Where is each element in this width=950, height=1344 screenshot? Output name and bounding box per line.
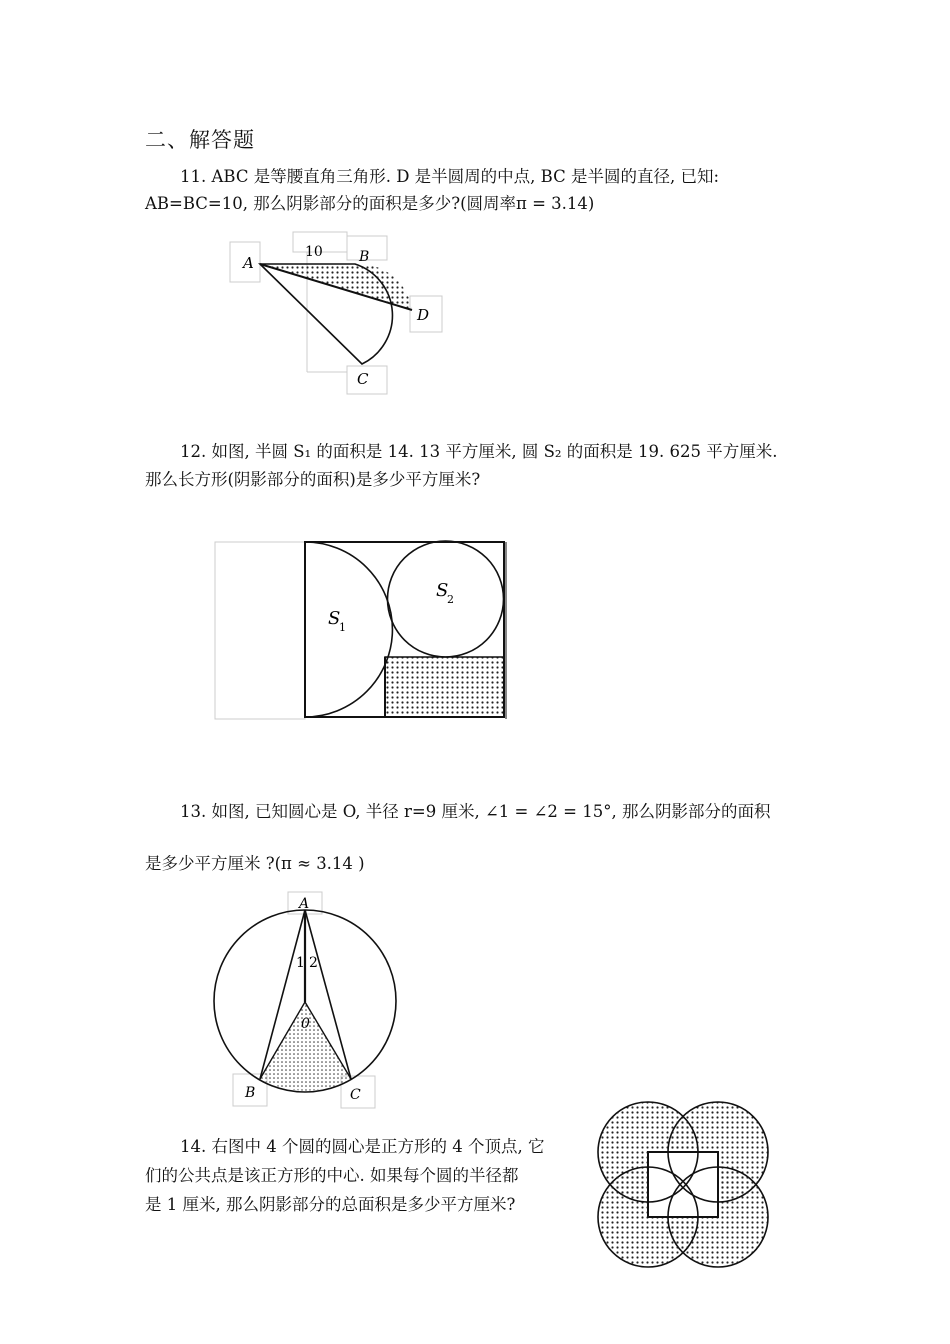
q14-text-line3: 是 1 厘米, 那么阴影部分的总面积是多少平方厘米? [145, 1195, 516, 1214]
q13-label-c: C [350, 1087, 361, 1103]
q12-label-s2: S [436, 580, 449, 601]
q13-text-line2: 是多少平方厘米 ?(π ≈ 3.14 ) [145, 854, 365, 873]
q11-label-d: D [417, 306, 430, 324]
q11-label-a: A [243, 254, 254, 272]
q13-label-2: 2 [309, 955, 318, 971]
q12-semicircle-s1 [305, 542, 392, 717]
q14-text-line1: 14. 右图中 4 个圆的圆心是正方形的 4 个顶点, 它 [180, 1137, 545, 1156]
section-title: 二、解答题 [145, 128, 255, 152]
q12-text-line1: 12. 如图, 半圆 S₁ 的面积是 14. 13 平方厘米, 圆 S₂ 的面积是 19. 625 平方厘米. [180, 442, 778, 461]
q12-label-s1-sub: 1 [339, 621, 346, 634]
q11-figure [230, 232, 442, 394]
q13-label-o: 0 [301, 1016, 310, 1032]
q13-label-b: B [245, 1085, 256, 1101]
q12-shaded-rectangle [385, 657, 504, 717]
q13-label-1: 1 [296, 955, 305, 971]
q12-figure [215, 541, 506, 719]
q12-label-s2-sub: 2 [447, 593, 454, 606]
q13-text-line1: 13. 如图, 已知圆心是 O, 半径 r=9 厘米, ∠1 = ∠2 = 15°, 那么阴影部分的面积 [180, 802, 771, 821]
q12-text-line2: 那么长方形(阴影部分的面积)是多少平方厘米? [145, 470, 481, 489]
q12-blank-box [215, 542, 305, 719]
q11-text-line1: 11. ABC 是等腰直角三角形. D 是半圆周的中点, BC 是半圆的直径, 已知: [180, 167, 720, 186]
q14-figure [598, 1102, 768, 1267]
q13-figure [214, 892, 396, 1108]
q11-label-c: C [357, 370, 369, 388]
q12-label-s1: S [328, 608, 341, 629]
q13-label-a: A [299, 896, 310, 912]
q11-text-line2: AB=BC=10, 那么阴影部分的面积是多少?(圆周率π = 3.14) [145, 194, 595, 213]
q11-label-b: B [359, 249, 370, 265]
q14-text-line2: 们的公共点是该正方形的中心. 如果每个圆的半径都 [145, 1166, 519, 1185]
q11-label-10: 10 [305, 244, 323, 260]
